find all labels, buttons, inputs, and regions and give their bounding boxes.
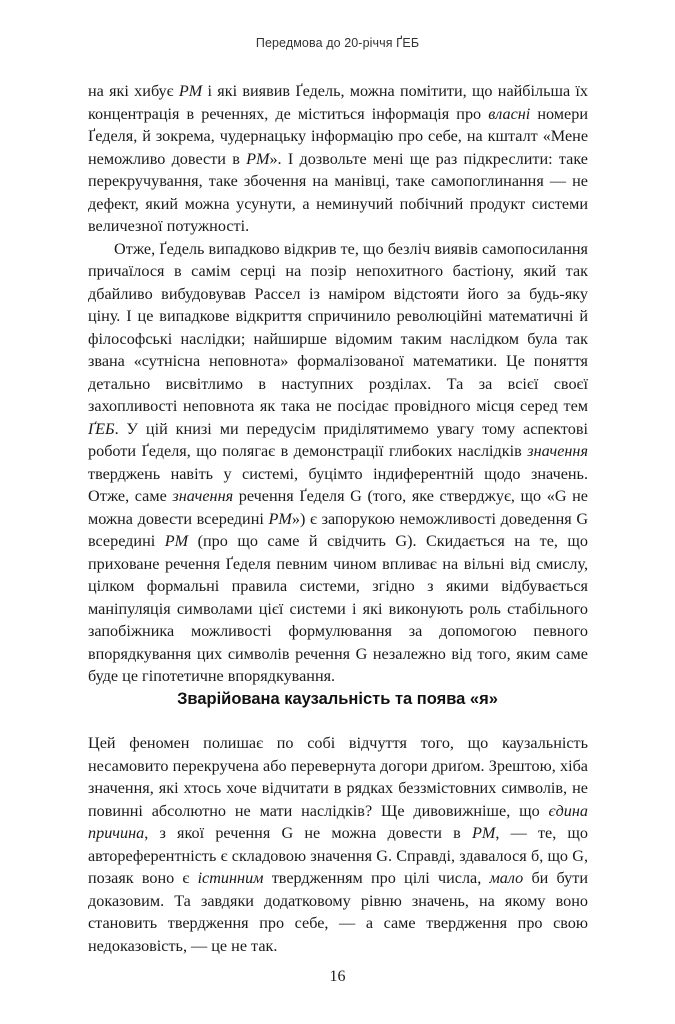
running-header: Передмова до 20-річчя ҐЕБ [255,36,420,50]
body-text-upper [88,80,588,688]
paragraph-2: Отже, Ґедель випадково відкрив те, що безліч виявів самопосилання причаїлося в самім серці на позір непохитного бастіону, який так дбайливо вибудовував Рассел із наміром відстояти його за будь-яку ціну. І це випадкове відкриття спричинило революційні математичні й філософські наслідки; найширше відомим таким наслідком була так звана «сутнісна неповнота» формалізованої математики. Це поняття детально висвітлимо в наступних розділах. Та за всієї своєї захопливості неповнота як така не посідає провідного місця серед тем ҐЕБ. У цій книзі ми передусім приділятимемо увагу тому аспектові роботи Ґеделя, що полягає в демонстрації глибоких наслідків значення тверджень навіть у системі, буцімто індиферентній щодо значень. Отже, саме значення речення Ґеделя G (того, яке стверджує, що «G не можна довести всередині PM») є запорукою неможливості доведення G всередині PM (про що саме й свідчить G). Скидається на те, що приховане речення Ґеделя певним чином впливає на вільні від смислу, цілком формальні правила системи, згідно з якими відбувається маніпуляція символами цієї системи і які виконують роль стабільного запобіжника можливості формулювання за допомогою певного впорядкування цих символів речення G незалежно від того, яким саме буде це гіпотетичне впорядкування. [88,239,589,685]
section-heading: Зварійована каузальність та поява «я» [177,690,498,708]
paragraph-3: Цей феномен полишає по собі відчуття того, що каузальність несамовито перекручена або перевернута догори дриґом. Зрештою, хіба значення, які хтось хоче відчитати в рядках беззмістовних символів, не повинні абсолютно не мати наслідків? Ще дивовижніше, що єдина причина, з якої речення G не можна довести в PM, — те, що автореферентність є складовою значення G. Справді, здавалося б, що G, позаяк воно є істинним твердженням про цілі числа, мало би бути доказовим. Та завдяки додатковому рівню значень, на якому воно становить твердження про себе, — а саме твердження про свою недоказовість, — це не так. [88,734,588,955]
paragraph-1: на які хибує PM і які виявив Ґедель, можна помітити, що найбільша їх концентрація в реченнях, де міститься інформація про власні номери Ґеделя, й зокрема, чудернацьку інформацію про себе, на кшталт «Мене неможливо довести в PM». І дозвольте мені ще раз підкреслити: таке перекручування, таке збочення на манівці, таке самопоглинання — не дефект, який можна усунути, а неминучий побічний продукт системи величезної потужності. [88,82,589,235]
page-number: 16 [329,968,346,985]
body-text-lower [88,732,588,957]
